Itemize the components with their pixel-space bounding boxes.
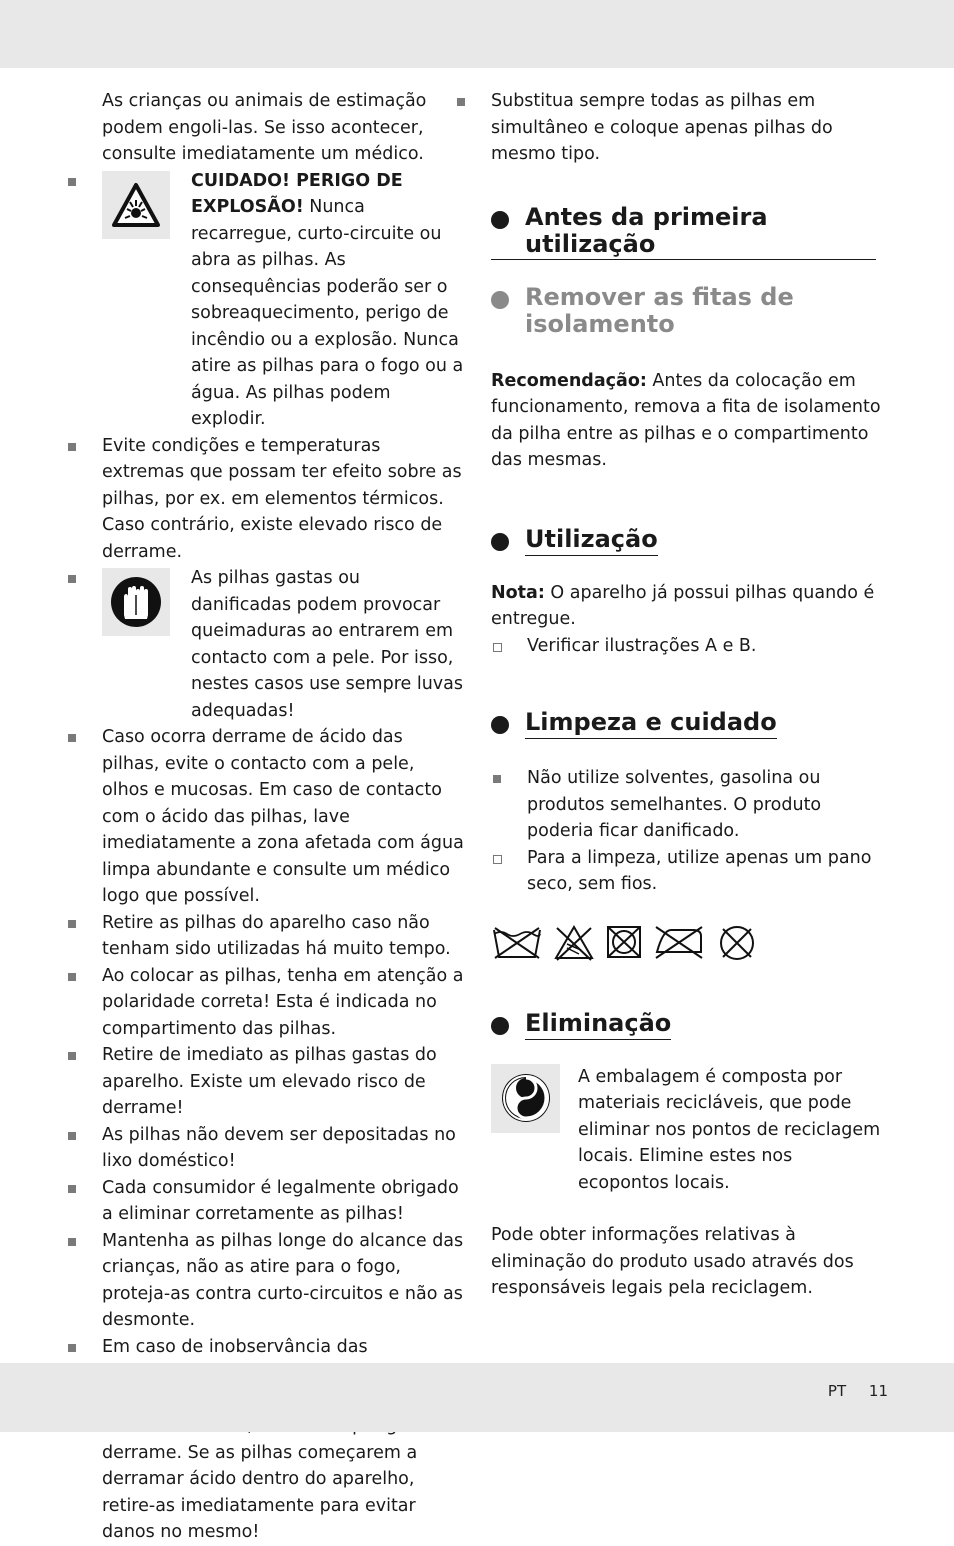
hollow-bullet: [493, 855, 502, 864]
bullet: [68, 575, 76, 583]
heading-use: Utilização: [525, 526, 658, 556]
explosion-warning-icon: [102, 171, 170, 239]
heading-remove-tabs: Remover as fitas de isolamento: [525, 283, 794, 338]
gloves-warning: [66, 565, 464, 724]
bullet: [68, 1344, 76, 1352]
list-item: [66, 1042, 464, 1122]
left-column: [66, 88, 464, 1546]
heading-bullet-icon: [491, 1017, 509, 1035]
green-dot-recycle-icon: [491, 1064, 560, 1133]
intro-text: As crianças ou animais de estimação podem engoli-las. Se isso acontecer, consulte imediatamente um médico.: [102, 91, 427, 164]
page-footer: [810, 1378, 888, 1405]
note-text: O aparelho já possui pilhas quando é entregue.: [491, 582, 875, 629]
no-wash-icon: [491, 924, 543, 960]
list-item-text: Evite condições e temperaturas extremas que possam ter efeito sobre as pilhas, por ex. em elementos térmicos. Caso contrário, existe elevado risco de derrame.: [102, 435, 462, 562]
bullet: [457, 98, 465, 106]
list-item-text: Caso ocorra derrame de ácido das pilhas, evite o contacto com a pele, olhos e mucosas. Em caso de contacto com o ácido das pilhas, lave imediatamente a zona afetada com água limpa abundante e consulte um médico logo que possível.: [102, 727, 464, 906]
care-symbols: [491, 924, 887, 962]
section-heading: [491, 284, 887, 341]
note: [491, 580, 887, 633]
bullet: [493, 775, 501, 783]
heading-underline: [491, 259, 876, 260]
list-item-text: Cada consumidor é legalmente obrigado a eliminar corretamente as pilhas!: [102, 1177, 459, 1224]
recycling-text: A embalagem é composta por materiais recicláveis, que pode eliminar nos pontos de reciclagem locais. Elimine estes nos ecopontos locais.: [578, 1066, 881, 1193]
list-item-text: Não utilize solventes, gasolina ou produtos semelhantes. O produto poderia ficar danificado.: [527, 768, 822, 841]
section-heading: [491, 1010, 887, 1040]
section-heading: [491, 204, 887, 261]
check-item-text: Para a limpeza, utilize apenas um pano seco, sem fios.: [527, 847, 872, 894]
language-code: PT: [827, 1382, 847, 1400]
heading-bullet-icon: [491, 291, 509, 309]
list-item: [66, 1228, 464, 1334]
list-item-text: As pilhas não devem ser depositadas no lixo doméstico!: [102, 1124, 456, 1171]
warning-label: CUIDADO! PERIGO DE EXPLOSÃO!: [191, 170, 403, 217]
no-iron-icon: [653, 924, 705, 960]
list-item: [455, 88, 887, 168]
page-number: 11: [868, 1382, 888, 1400]
recommendation-text: Antes da colocação em funcionamento, remova a fita de isolamento da pilha entre as pilhas e o compartimento das mesmas.: [491, 370, 881, 470]
hollow-bullet: [493, 643, 502, 652]
list-item-text: Em caso de inobservância das derrame. Se as pilhas começarem a derramar ácido dentro do aparelho, retire-as imediatamente para evitar danos no mesmo!: [102, 1336, 418, 1542]
note-label: Nota:: [491, 582, 545, 603]
list-item-text: Retire de imediato as pilhas gastas do aparelho. Existe um elevado risco de derrame!: [102, 1045, 437, 1118]
heading-bullet-icon: [491, 533, 509, 551]
explosion-warning: [66, 168, 464, 433]
top-band: [0, 0, 954, 68]
no-dry-clean-icon: [715, 924, 759, 962]
check-item-text: Verificar ilustrações A e B.: [527, 635, 757, 656]
bullet: [68, 734, 76, 742]
bullet: [68, 1185, 76, 1193]
list-item: [66, 1175, 464, 1228]
right-column: [491, 88, 887, 1302]
bullet: [68, 920, 76, 928]
recommendation: [491, 368, 887, 474]
list-item-text: Ao colocar as pilhas, tenha em atenção a polaridade correta! Esta é indicada no compartimento das pilhas.: [102, 965, 464, 1039]
bullet: [68, 1052, 76, 1060]
check-item: [491, 845, 887, 898]
recycling-info: [491, 1064, 887, 1197]
no-bleach-icon: [553, 924, 595, 962]
list-item-text: Mantenha as pilhas longe do alcance das crianças, não as atire para o fogo, proteja-as contra curto-circuitos e não as desmonte.: [102, 1230, 464, 1330]
list-item-text: Retire as pilhas do aparelho caso não tenham sido utilizadas há muito tempo.: [102, 912, 451, 959]
heading-cleaning: Limpeza e cuidado: [525, 709, 777, 739]
check-item: [491, 633, 887, 660]
heading-before-first-use: Antes da primeira utilização: [525, 202, 768, 258]
list-item: [66, 1122, 464, 1175]
heading-disposal: Eliminação: [525, 1010, 671, 1040]
bullet: [68, 1238, 76, 1246]
list-item: [66, 724, 464, 910]
list-item-text: Substitua sempre todas as pilhas em simultâneo e coloque apenas pilhas do mesmo tipo.: [491, 91, 833, 164]
disposal-info: Pode obter informações relativas à eliminação do produto usado através dos responsáveis legais pela reciclagem.: [491, 1225, 854, 1298]
bullet: [68, 1132, 76, 1140]
heading-bullet-icon: [491, 211, 509, 229]
bullet: [68, 178, 76, 186]
list-item: [66, 910, 464, 963]
list-item: [66, 963, 464, 1043]
section-heading: [491, 709, 887, 739]
warning-text: Nunca recarregue, curto-circuite ou abra as pilhas. As consequências poderão ser o sobreaquecimento, perigo de incêndio ou a explosão. Nunca atire as pilhas para o fogo ou a água. As pilhas podem explodir.: [191, 197, 464, 429]
bullet: [68, 973, 76, 981]
list-item: [491, 765, 887, 845]
gloves-warning-text: As pilhas gastas ou danificadas podem provocar queimaduras ao entrarem em contacto com a pele. Por isso, nestes casos use sempre luvas adequadas!: [191, 568, 464, 721]
heading-bullet-icon: [491, 716, 509, 734]
no-tumble-dry-icon: [605, 924, 643, 960]
list-item: [66, 433, 464, 566]
section-heading: [491, 526, 887, 556]
gloves-icon: [102, 568, 170, 636]
recommendation-label: Recomendação:: [491, 370, 647, 391]
bullet: [68, 443, 76, 451]
